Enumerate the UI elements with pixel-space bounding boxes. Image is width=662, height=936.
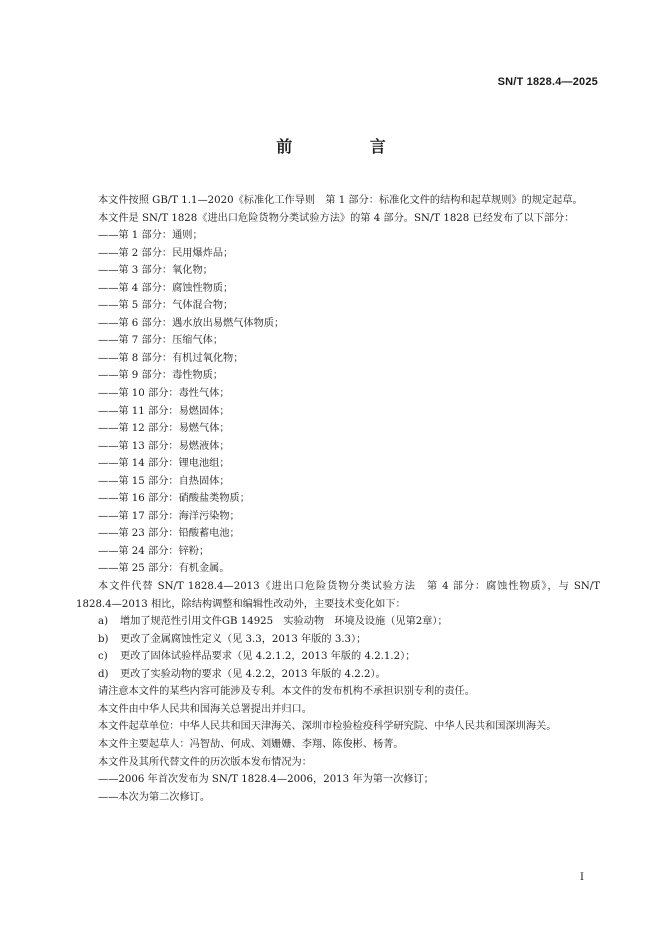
paragraph-drafting-units: 本文件起草单位：中华人民共和国天津海关、深圳市检验检疫科学研究院、中华人民共和国深圳海关。 bbox=[98, 721, 557, 733]
list-item bbox=[76, 648, 600, 666]
list-item-text: 更改了金属腐蚀性定义（见 3.3，2013 年版的 3.3）； bbox=[120, 633, 367, 645]
technical-changes-list bbox=[76, 613, 600, 683]
list-item: ——第 5 部分：气体混合物； bbox=[98, 300, 234, 312]
parts-list bbox=[76, 227, 600, 578]
list-item: ——第 2 部分：民用爆炸品； bbox=[98, 247, 234, 259]
list-item: ——本次为第二次修订。 bbox=[98, 791, 211, 803]
paragraph-patent-notice: 请注意本文件的某些内容可能涉及专利。本文件的发布机构不承担识别专利的责任。 bbox=[98, 686, 475, 698]
list-item-text: 更改了固体试验样品要求（见 4.2.1.2，2013 年版的 4.2.1.2）； bbox=[120, 651, 416, 663]
paragraph-series-intro: 本文件是 SN/T 1828《进出口危险货物分类试验方法》的第 4 部分。SN/T 1828 已经发布了以下部分： bbox=[98, 212, 575, 224]
list-item: ——第 24 部分：锌粉； bbox=[98, 545, 210, 557]
list-item: ——第 25 部分：有机金属。 bbox=[98, 563, 230, 575]
list-item: ——第 7 部分：压缩气体； bbox=[98, 335, 224, 347]
list-item: ——第 9 部分：毒性物质； bbox=[98, 370, 224, 382]
list-item-text: 增加了规范性引用文件GB 14925 实验动物 环境及设施（见第2章）； bbox=[120, 616, 448, 628]
list-item: ——第 6 部分：遇水放出易燃气体物质； bbox=[98, 317, 285, 329]
paragraph-replacement: 本文件代替 SN/T 1828.4—2013《进出口危险货物分类试验方法 第 4 部分：腐蚀性物质》，与 SN/T 1828.4—2013 相比，除结构调整和编辑性改动外，主要技术变化如下： bbox=[76, 581, 600, 610]
list-item bbox=[76, 613, 600, 631]
list-item: ——第 13 部分：易燃液体； bbox=[98, 440, 230, 452]
list-item: ——2006 年首次发布为 SN/T 1828.4—2006，2013 年为第一次修订； bbox=[98, 774, 434, 786]
list-item bbox=[76, 631, 600, 649]
list-item: ——第 3 部分：氧化物； bbox=[98, 265, 213, 277]
list-item: ——第 14 部分：锂电池组； bbox=[98, 458, 230, 470]
list-item: ——第 17 部分：海洋污染物； bbox=[98, 510, 240, 522]
list-item: ——第 16 部分：硝酸盐类物质； bbox=[98, 493, 250, 505]
page-title: 前 言 bbox=[276, 137, 422, 156]
list-item-text: 更改了实验动物的要求（见 4.2.2，2013 年版的 4.2.2）。 bbox=[120, 668, 386, 680]
list-item: ——第 4 部分：腐蚀性物质； bbox=[98, 282, 234, 294]
standard-code-header: SN/T 1828.4—2025 bbox=[497, 76, 598, 88]
page-number: I bbox=[580, 872, 584, 883]
paragraph-history-intro: 本文件及其所代替文件的历次版本发布情况为： bbox=[98, 756, 312, 768]
list-item: ——第 15 部分：自热固体； bbox=[98, 475, 230, 487]
list-item bbox=[76, 666, 600, 684]
list-item: ——第 12 部分：易燃气体； bbox=[98, 423, 230, 435]
foreword-body bbox=[76, 192, 600, 806]
list-item: ——第 8 部分：有机过氧化物； bbox=[98, 352, 244, 364]
history-list bbox=[76, 771, 600, 806]
list-marker: b) bbox=[98, 633, 109, 645]
paragraph-drafting-basis: 本文件按照 GB/T 1.1—2020《标准化工作导则 第 1 部分：标准化文件的结构和起草规则》的规定起草。 bbox=[98, 195, 583, 206]
list-item: ——第 23 部分：铅酸蓄电池； bbox=[98, 528, 240, 540]
list-item: ——第 10 部分：毒性气体； bbox=[98, 388, 230, 400]
list-item: ——第 11 部分：易燃固体； bbox=[98, 405, 230, 417]
paragraph-proposer: 本文件由中华人民共和国海关总署提出并归口。 bbox=[98, 703, 312, 715]
paragraph-drafters: 本文件主要起草人：冯智劼、何成、刘姗姗、李翔、陈俊彬、杨菁。 bbox=[98, 738, 404, 750]
list-marker: a) bbox=[98, 616, 109, 628]
list-marker: d) bbox=[98, 668, 109, 680]
list-marker: c) bbox=[98, 651, 108, 663]
list-item: ——第 1 部分：通则； bbox=[98, 230, 203, 242]
